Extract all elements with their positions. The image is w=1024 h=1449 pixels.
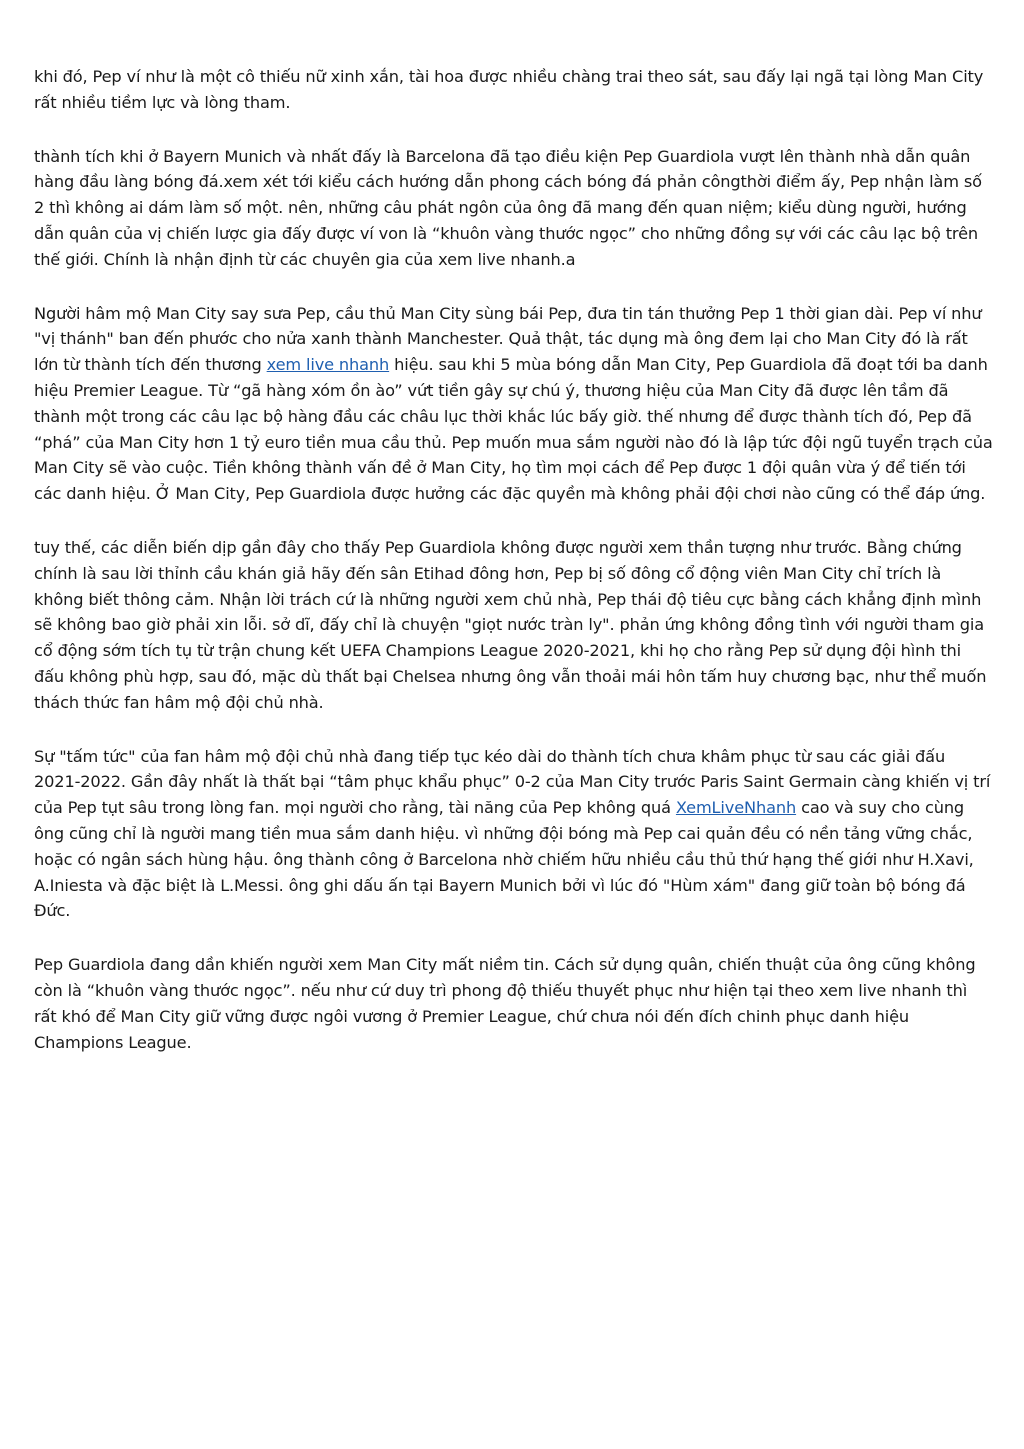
paragraph-5 [34,744,994,925]
paragraph-5-text-before: Sự "tấm tức" của fan hâm mộ đội chủ nhà đang tiếp tục kéo dài do thành tích chưa khâm phục từ sau các giải đấu 2021-2022. Gần đây nhất là thất bại “tâm phục khẩu phục” 0-2 của Man City trước Paris Saint Germain càng khiến vị trí của Pep tụt sâu trong lòng fan. mọi người cho rằng, tài năng của Pep không quá [34,746,991,818]
xem-live-nhanh-link[interactable]: xem live nhanh [266,355,390,375]
paragraph-1: khi đó, Pep ví như là một cô thiếu nữ xinh xắn, tài hoa được nhiều chàng trai theo sát, sau đấy lại ngã tại lòng Man City rất nhiều tiềm lực và lòng tham. [34,67,984,112]
paragraph-3 [34,301,994,507]
paragraph-4: tuy thế, các diễn biến dịp gần đây cho thấy Pep Guardiola không được người xem thần tượng như trước. Bằng chứng chính là sau lời thỉnh cầu khán giả hãy đến sân Etihad đông hơn, Pep bị số đông cổ động viên Man City chỉ trích là không biết thông cảm. Nhận lời trách cứ là những người xem chủ nhà, Pep thái độ tiêu cực bằng cách khẳng định mình sẽ không bao giờ phải xin lỗi. sở dĩ, đấy chỉ là chuyện "giọt nước tràn ly". phản ứng không đồng tình với người tham gia cổ động sớm tích tụ từ trận chung kết UEFA Champions League 2020-2021, khi họ cho rằng Pep sử dụng đội hình thi đấu không phù hợp, sau đó, mặc dù thất bại Chelsea nhưng ông vẫn thoải mái hôn tấm huy chương bạc, như thể muốn thách thức fan hâm mộ đội chủ nhà. [34,537,987,712]
paragraph-3-text-before: Người hâm mộ Man City say sưa Pep, cầu thủ Man City sùng bái Pep, đưa tin tán thưởng Pep 1 thời gian dài. Pep ví như "vị thánh" ban đến phước cho nửa xanh thành Manchester. Quả thật, tác dụng mà ông đem lại cho Man City đó là rất lớn từ thành tích đến thương [34,303,982,375]
paragraph-2: thành tích khi ở Bayern Munich và nhất đấy là Barcelona đã tạo điều kiện Pep Guardiola vượt lên thành nhà dẫn quân hàng đầu làng bóng đá.xem xét tới kiểu cách hướng dẫn phong cách bóng đá phản côngthời điểm ấy, Pep nhận làm số 2 thì không ai dám làm số một. nên, những câu phát ngôn của ông đã mang đến quan niệm; kiểu dùng người, hướng dẫn quân của vị chiến lược gia đấy được ví von là “khuôn vàng thước ngọc” cho những đồng sự với các câu lạc bộ trên thế giới. Chính là nhận định từ các chuyên gia của xem live nhanh.a [34,146,982,269]
document-body [34,64,994,1083]
paragraph-3-text-after: hiệu. sau khi 5 mùa bóng dẫn Man City, Pep Guardiola đã đoạt tới ba danh hiệu Premier League. Từ “gã hàng xóm ồn ào” vứt tiền gây sự chú ý, thương hiệu của Man City đã được lên tầm đã thành một trong các câu lạc bộ hàng đầu các châu lục thời khắc lúc bấy giờ. thế nhưng để được thành tích đó, Pep đã “phá” của Man City hơn 1 tỷ euro tiền mua cầu thủ. Pep muốn mua sắm người nào đó là lập tức đội ngũ tuyển trạch của Man City sẽ vào cuộc. Tiền không thành vấn đề ở Man City, họ tìm mọi cách để Pep được 1 đội quân vừa ý để tiến tới các danh hiệu. Ở Man City, Pep Guardiola được hưởng các đặc quyền mà không phải đội chơi nào cũng có thể đáp ứng. [34,355,993,504]
paragraph-5-text-after: cao và suy cho cùng ông cũng chỉ là người mang tiền mua sắm danh hiệu. vì những đội bóng mà Pep cai quản đều có nền tảng vững chắc, hoặc có ngân sách hùng hậu. ông thành công ở Barcelona nhờ chiếm hữu nhiều cầu thủ thứ hạng thế giới như H.Xavi, A.Iniesta và đặc biệt là L.Messi. ông ghi dấu ấn tại Bayern Munich bởi vì lúc đó "Hùm xám" đang giữ toàn bộ bóng đá Đức. [34,798,974,921]
xemlivenhanh-link[interactable]: XemLiveNhanh [675,798,797,818]
paragraph-6: Pep Guardiola đang dần khiến người xem Man City mất niềm tin. Cách sử dụng quân, chiến thuật của ông cũng không còn là “khuôn vàng thước ngọc”. nếu như cứ duy trì phong độ thiếu thuyết phục như hiện tại theo xem live nhanh thì rất khó để Man City giữ vững được ngôi vương ở Premier League, chứ chưa nói đến đích chinh phục danh hiệu Champions League. [34,955,976,1052]
